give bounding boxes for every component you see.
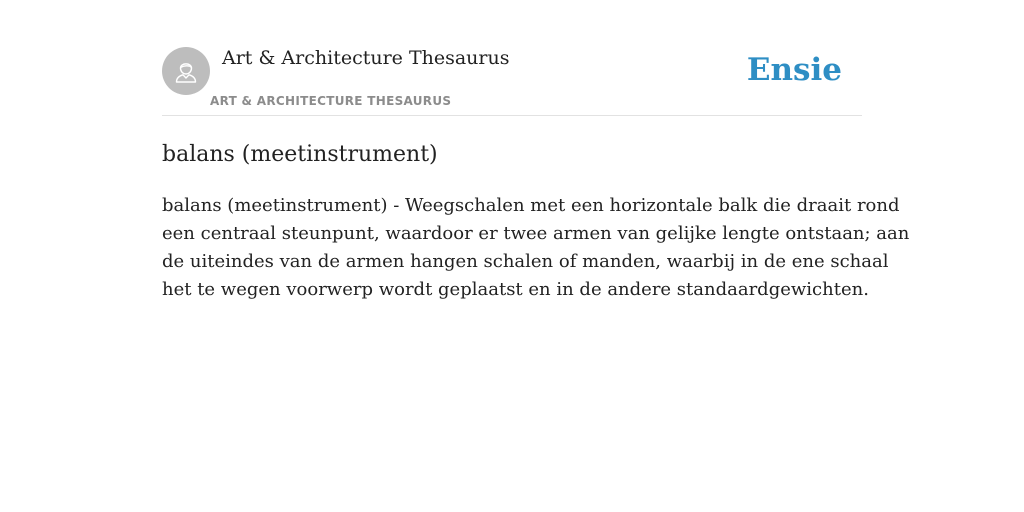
header <box>162 0 862 116</box>
definition-line: het te wegen voorwerp wordt geplaatst en in de andere standaardgewichten. <box>162 279 869 300</box>
entry-definition <box>162 192 910 304</box>
user-silhouette-icon <box>172 57 200 85</box>
source-subtitle[interactable]: ART & ARCHITECTURE THESAURUS <box>210 94 452 108</box>
definition-line: een centraal steunpunt, waardoor er twee armen van gelijke lengte ontstaan; aan <box>162 223 910 244</box>
definition-line: de uiteindes van de armen hangen schalen of manden, waarbij in de ene schaal <box>162 251 889 272</box>
source-title[interactable]: Art & Architecture Thesaurus <box>222 47 510 69</box>
definition-line: balans (meetinstrument) - Weegschalen met een horizontale balk die draait rond <box>162 195 900 216</box>
brand-logo[interactable]: Ensie <box>746 52 842 88</box>
avatar[interactable] <box>162 47 210 95</box>
page-container <box>162 0 910 300</box>
entry-title: balans (meetinstrument) <box>162 142 438 167</box>
